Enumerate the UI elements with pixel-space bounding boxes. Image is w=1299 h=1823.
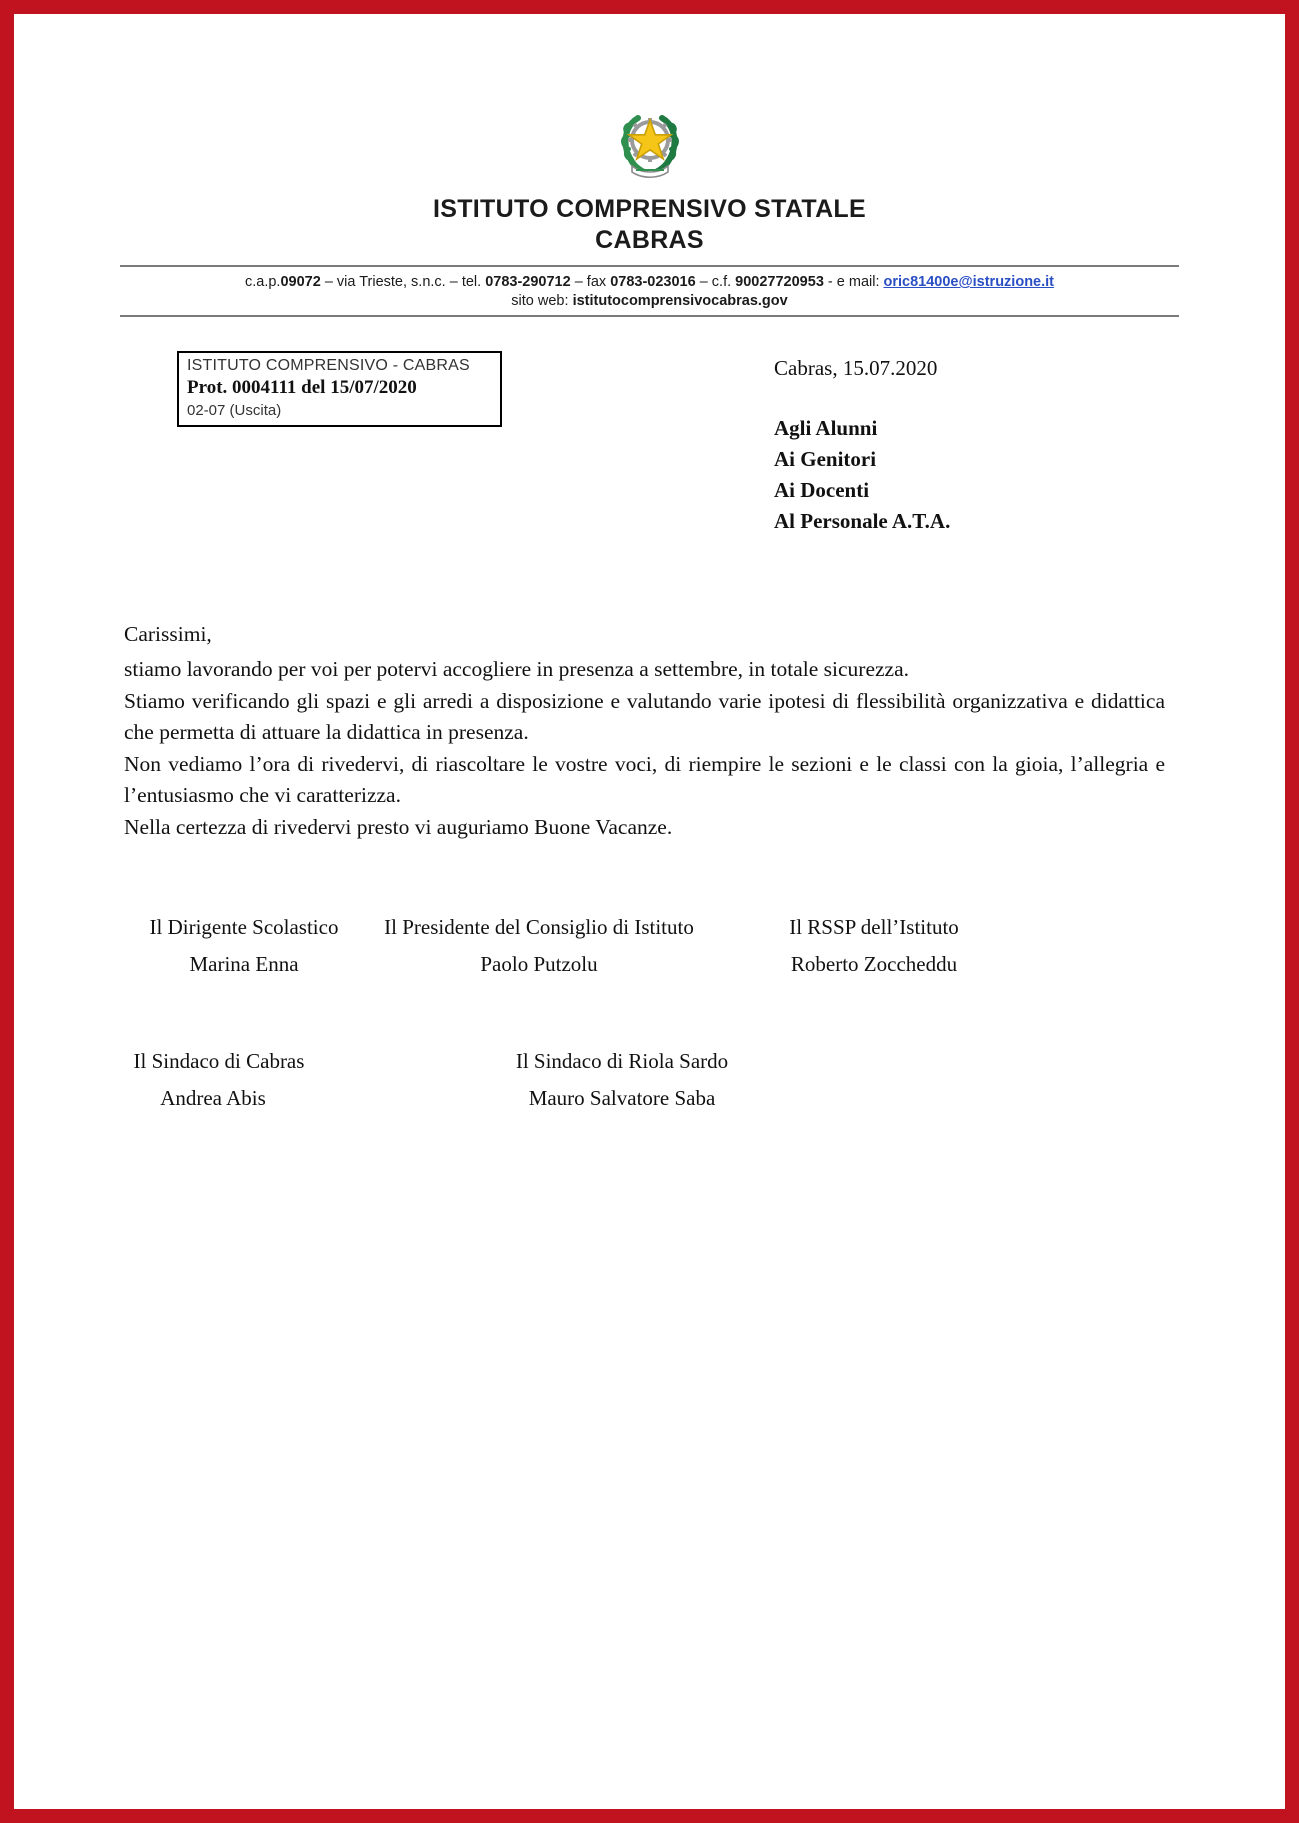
signature-title: Il Presidente del Consiglio di Istituto [384, 914, 694, 939]
dateline: Cabras, 15.07.2020 [774, 356, 938, 380]
signature-name: Mauro Salvatore Saba [528, 1085, 716, 1110]
cap-label: c.a.p. [245, 274, 281, 290]
contact-sep-3: – c.f. [695, 274, 736, 290]
tel-value: 0783-290712 [485, 274, 571, 290]
letter-body [124, 619, 1165, 843]
signature-name: Roberto Zoccheddu [790, 951, 958, 976]
recipient-item: Ai Genitori [774, 446, 877, 471]
stamp-and-addressee-row [14, 351, 1285, 531]
recipient-list [774, 413, 950, 536]
contact-sep-1: – via Trieste, s.n.c. – [320, 274, 462, 290]
header-divider-top [120, 265, 1179, 267]
tel-label: tel. [461, 274, 482, 290]
signature-name: Marina Enna [189, 951, 299, 976]
signature-row-1 [14, 915, 1285, 999]
signature-name: Paolo Putzolu [480, 951, 598, 976]
signature-block [759, 915, 989, 977]
organization-city: CABRAS [595, 226, 704, 254]
signature-title: Il RSSP dell’Istituto [789, 914, 959, 939]
salutation: Carissimi, [124, 622, 212, 646]
body-paragraph: stiamo lavorando per voi per potervi accogliere in presenza a settembre, in totale sicurezza. [124, 656, 910, 681]
signature-title: Il Sindaco di Riola Sardo [515, 1048, 729, 1073]
organization-name: ISTITUTO COMPRENSIVO STATALE [433, 195, 866, 223]
signature-row-2 [14, 1049, 1285, 1133]
signature-block [502, 1049, 742, 1111]
signature-title: Il Dirigente Scolastico [149, 914, 339, 939]
italian-republic-emblem-icon [614, 100, 686, 186]
body-paragraph: Non vediamo l’ora di rivedervi, di riascoltare le vostre voci, di riempire le sezioni e le classi con la gioia, l’allegria e l’entusiasmo che vi caratterizza. [124, 752, 1165, 807]
signature-block [369, 915, 709, 977]
signature-name: Andrea Abis [160, 1085, 266, 1110]
stamp-institute: ISTITUTO COMPRENSIVO - CABRAS [187, 357, 470, 374]
recipient-item: Agli Alunni [774, 416, 878, 440]
body-paragraph: Nella certezza di rivedervi presto vi auguriamo Buone Vacanze. [124, 815, 673, 840]
website-label: sito web: [511, 293, 569, 309]
emblem-container [14, 14, 1285, 191]
email-link[interactable]: oric81400e@istruzione.it [883, 274, 1054, 290]
cf-value: 90027720953 [735, 274, 824, 290]
contact-line [14, 274, 1285, 290]
recipient-item: Al Personale A.T.A. [774, 508, 951, 533]
stamp-category: 02-07 (Uscita) [187, 402, 282, 419]
signature-block [124, 915, 364, 977]
recipient-item: Ai Docenti [774, 477, 870, 502]
protocol-stamp [177, 351, 502, 427]
contact-sep-4: - e mail: [823, 274, 884, 290]
website-line [14, 293, 1285, 309]
contact-sep-2: – fax [570, 274, 611, 290]
stamp-protocol-number: Prot. 0004111 del 15/07/2020 [187, 377, 417, 398]
cap-value: 09072 [280, 274, 321, 290]
body-paragraph: Stiamo verificando gli spazi e gli arredi a disposizione e valutando varie ipotesi di flessibilità organizzativa e didattica che permetta di attuare la didattica in presenza. [124, 689, 1165, 744]
website-value: istitutocomprensivocabras.gov [572, 293, 788, 309]
signature-block [119, 1049, 319, 1111]
fax-value: 0783-023016 [610, 274, 696, 290]
header-divider-bottom [120, 315, 1179, 317]
signature-title: Il Sindaco di Cabras [133, 1048, 305, 1073]
letter-sheet [14, 14, 1285, 1809]
